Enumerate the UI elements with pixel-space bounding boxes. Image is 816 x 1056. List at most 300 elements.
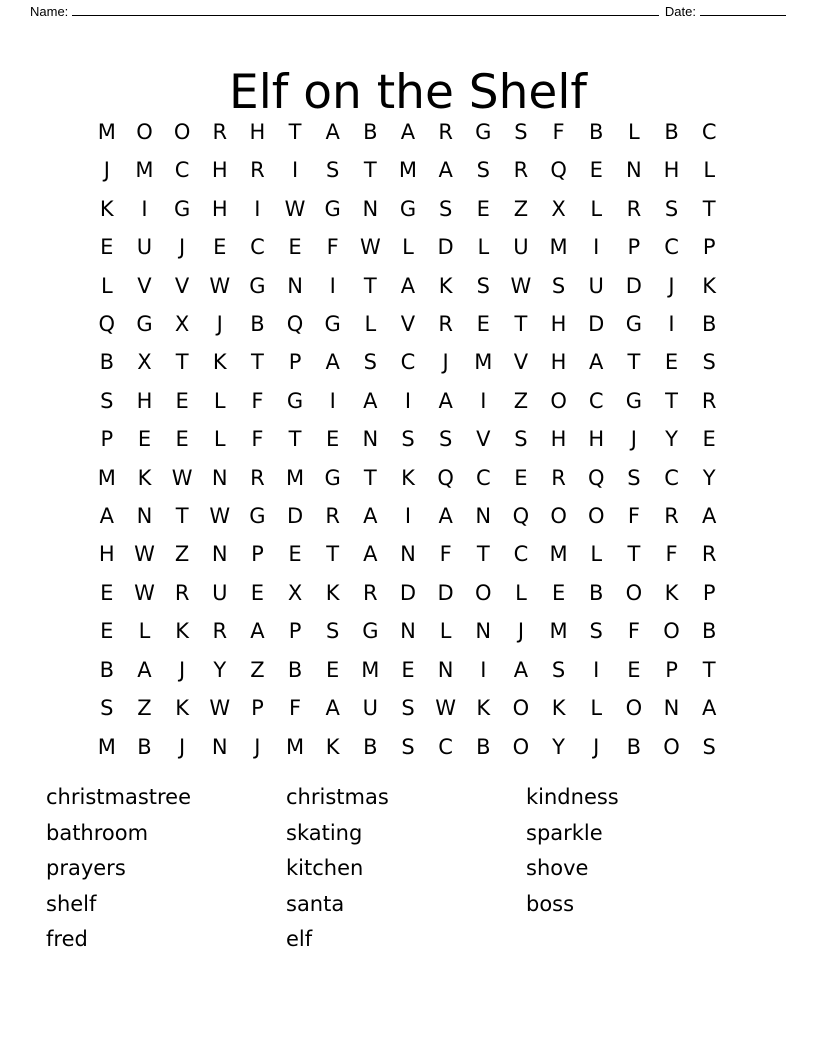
grid-cell[interactable]: W [209, 696, 231, 721]
grid-cell[interactable]: S [702, 734, 716, 759]
grid-cell[interactable]: F [289, 696, 302, 721]
grid-cell[interactable]: M [285, 734, 305, 759]
grid-cell[interactable]: A [325, 120, 340, 144]
grid-cell[interactable]: I [668, 312, 675, 337]
grid-cell[interactable]: T [363, 465, 377, 490]
grid-cell[interactable]: R [551, 465, 566, 490]
grid-cell[interactable]: S [401, 427, 415, 452]
grid-cell[interactable]: E [137, 427, 152, 452]
grid-cell[interactable]: K [664, 580, 679, 605]
grid-cell[interactable]: I [404, 504, 412, 529]
grid-cell[interactable]: Z [513, 196, 529, 221]
grid-cell[interactable]: A [400, 273, 416, 298]
grid-cell[interactable]: R [438, 120, 453, 144]
grid-cell[interactable]: F [627, 504, 640, 529]
grid-cell[interactable]: P [251, 696, 264, 721]
grid-cell[interactable]: A [400, 120, 416, 144]
grid-cell[interactable]: C [475, 465, 491, 490]
grid-cell[interactable]: A [701, 504, 717, 529]
grid-cell[interactable]: L [590, 696, 603, 721]
grid-cell[interactable]: H [663, 158, 680, 183]
grid-cell[interactable]: N [362, 196, 379, 221]
grid-cell[interactable]: B [99, 657, 115, 682]
grid-cell[interactable]: O [512, 734, 530, 759]
grid-cell[interactable]: Y [213, 657, 227, 682]
grid-cell[interactable]: N [211, 734, 228, 759]
grid-cell[interactable]: N [136, 504, 153, 529]
grid-cell[interactable]: E [589, 158, 603, 183]
grid-cell[interactable]: I [480, 657, 487, 682]
grid-cell[interactable]: N [475, 619, 492, 644]
grid-cell[interactable]: Z [513, 388, 529, 413]
grid-cell[interactable]: L [138, 619, 151, 644]
grid-cell[interactable]: N [626, 158, 642, 183]
grid-cell[interactable]: F [627, 619, 640, 644]
grid-cell[interactable]: K [551, 696, 566, 721]
word-list-item[interactable]: sparkle [526, 820, 603, 845]
grid-cell[interactable]: D [286, 504, 304, 529]
grid-cell[interactable]: N [287, 273, 303, 298]
grid-cell[interactable]: G [399, 196, 417, 221]
grid-cell[interactable]: Q [587, 465, 605, 490]
grid-cell[interactable]: R [363, 580, 378, 605]
grid-cell[interactable]: H [211, 196, 228, 221]
grid-cell[interactable]: L [402, 235, 414, 260]
grid-cell[interactable]: G [173, 196, 191, 221]
grid-cell[interactable]: A [363, 542, 378, 567]
word-list-item[interactable]: christmastree [46, 785, 192, 809]
grid-cell[interactable]: B [626, 734, 642, 759]
grid-cell[interactable]: P [288, 350, 302, 375]
grid-cell[interactable]: Q [437, 465, 454, 490]
grid-cell[interactable]: F [251, 388, 264, 413]
grid-cell[interactable]: O [663, 734, 680, 759]
grid-cell[interactable]: O [173, 120, 191, 144]
grid-cell[interactable]: T [627, 542, 641, 567]
grid-cell[interactable]: U [362, 696, 379, 721]
grid-cell[interactable]: K [325, 734, 340, 759]
grid-cell[interactable]: E [100, 580, 114, 605]
grid-cell[interactable]: O [625, 696, 643, 721]
grid-cell[interactable]: W [134, 542, 155, 567]
grid-cell[interactable]: N [211, 465, 228, 490]
grid-cell[interactable]: U [513, 235, 529, 260]
grid-cell[interactable]: E [702, 427, 716, 452]
grid-cell[interactable]: S [664, 196, 679, 221]
grid-cell[interactable]: A [438, 388, 453, 413]
grid-cell[interactable]: G [249, 273, 266, 298]
grid-cell[interactable]: E [213, 235, 227, 260]
grid-cell[interactable]: X [551, 196, 566, 221]
grid-cell[interactable]: E [401, 657, 415, 682]
grid-cell[interactable]: E [288, 542, 302, 567]
grid-cell[interactable]: L [213, 388, 226, 413]
grid-cell[interactable]: A [137, 657, 152, 682]
grid-cell[interactable]: I [291, 158, 299, 183]
grid-cell[interactable]: F [251, 427, 264, 452]
grid-cell[interactable]: K [702, 273, 717, 298]
grid-cell[interactable]: V [513, 350, 529, 375]
grid-cell[interactable]: J [179, 734, 186, 759]
grid-cell[interactable]: E [476, 312, 490, 337]
grid-cell[interactable]: E [326, 427, 340, 452]
grid-cell[interactable]: B [363, 734, 378, 759]
grid-cell[interactable]: F [326, 235, 339, 260]
grid-cell[interactable]: J [593, 734, 600, 759]
grid-cell[interactable]: O [625, 580, 643, 605]
grid-cell[interactable]: X [174, 312, 190, 337]
grid-cell[interactable]: N [211, 542, 228, 567]
grid-cell[interactable]: O [136, 120, 153, 144]
grid-cell[interactable]: T [175, 350, 189, 375]
grid-cell[interactable]: U [588, 273, 604, 298]
word-list-item[interactable]: shelf [46, 891, 97, 916]
grid-cell[interactable]: T [476, 542, 490, 567]
grid-cell[interactable]: S [627, 465, 641, 490]
grid-cell[interactable]: N [400, 619, 416, 644]
grid-cell[interactable]: Z [250, 657, 265, 682]
grid-cell[interactable]: K [438, 273, 453, 298]
grid-cell[interactable]: V [476, 427, 491, 452]
grid-cell[interactable]: I [480, 388, 487, 413]
grid-cell[interactable]: U [136, 235, 153, 260]
grid-cell[interactable]: I [254, 196, 261, 221]
grid-cell[interactable]: H [550, 427, 567, 452]
grid-cell[interactable]: W [435, 696, 457, 721]
grid-cell[interactable]: L [590, 196, 603, 221]
grid-cell[interactable]: P [100, 427, 114, 452]
grid-cell[interactable]: G [362, 619, 379, 644]
grid-cell[interactable]: E [175, 427, 189, 452]
grid-cell[interactable]: U [212, 580, 228, 605]
word-list-item[interactable]: fred [46, 927, 88, 952]
grid-cell[interactable]: S [363, 350, 378, 375]
grid-cell[interactable]: I [593, 235, 600, 260]
grid-cell[interactable]: K [175, 619, 189, 644]
grid-cell[interactable]: C [438, 734, 453, 759]
grid-cell[interactable]: T [288, 427, 302, 452]
grid-cell[interactable]: H [588, 427, 605, 452]
grid-cell[interactable]: S [100, 696, 114, 721]
word-list-item[interactable]: kitchen [286, 856, 364, 881]
grid-cell[interactable]: R [701, 388, 717, 413]
grid-cell[interactable]: J [103, 158, 110, 183]
grid-cell[interactable]: T [514, 312, 528, 337]
grid-cell[interactable]: G [625, 388, 643, 413]
grid-cell[interactable]: J [630, 427, 637, 452]
grid-cell[interactable]: M [135, 158, 154, 183]
grid-cell[interactable]: B [589, 120, 604, 144]
grid-cell[interactable]: L [628, 120, 640, 144]
grid-cell[interactable]: I [404, 388, 412, 413]
grid-cell[interactable]: D [437, 235, 454, 260]
word-list-item[interactable]: elf [286, 927, 313, 952]
grid-cell[interactable]: A [363, 504, 378, 529]
grid-cell[interactable]: W [284, 196, 306, 221]
grid-cell[interactable]: V [400, 312, 416, 337]
grid-cell[interactable]: I [329, 273, 336, 298]
grid-cell[interactable]: M [398, 158, 418, 183]
grid-cell[interactable]: T [702, 196, 716, 221]
grid-cell[interactable]: O [512, 696, 530, 721]
word-list-item[interactable]: christmas [286, 785, 389, 809]
grid-cell[interactable]: J [442, 350, 449, 375]
grid-cell[interactable]: J [254, 734, 261, 759]
grid-cell[interactable]: R [174, 580, 190, 605]
grid-cell[interactable]: L [100, 273, 113, 298]
grid-cell[interactable]: A [438, 504, 453, 529]
grid-cell[interactable]: S [514, 427, 528, 452]
grid-cell[interactable]: X [287, 580, 303, 605]
grid-cell[interactable]: S [438, 196, 453, 221]
grid-cell[interactable]: O [587, 504, 605, 529]
grid-cell[interactable]: N [475, 504, 492, 529]
grid-cell[interactable]: Q [98, 312, 116, 337]
grid-cell[interactable]: M [549, 235, 568, 260]
grid-cell[interactable]: L [213, 427, 226, 452]
grid-cell[interactable]: F [552, 120, 565, 144]
grid-cell[interactable]: S [514, 120, 528, 144]
grid-cell[interactable]: E [664, 350, 679, 375]
word-list-item[interactable]: prayers [46, 856, 126, 881]
grid-cell[interactable]: D [399, 580, 417, 605]
grid-cell[interactable]: Z [174, 542, 190, 567]
grid-cell[interactable]: X [137, 350, 152, 375]
grid-cell[interactable]: C [513, 542, 529, 567]
grid-cell[interactable]: T [288, 120, 302, 144]
grid-cell[interactable]: K [476, 696, 491, 721]
grid-cell[interactable]: W [510, 273, 532, 298]
grid-cell[interactable]: S [551, 657, 566, 682]
grid-cell[interactable]: J [668, 273, 675, 298]
grid-cell[interactable]: W [171, 465, 193, 490]
grid-cell[interactable]: C [588, 388, 604, 413]
grid-cell[interactable]: C [174, 158, 190, 183]
grid-cell[interactable]: S [100, 388, 114, 413]
grid-cell[interactable]: E [551, 580, 566, 605]
grid-cell[interactable]: L [477, 235, 490, 260]
grid-cell[interactable]: L [590, 542, 603, 567]
grid-cell[interactable]: T [363, 273, 377, 298]
grid-cell[interactable]: E [100, 619, 114, 644]
grid-cell[interactable]: S [438, 427, 453, 452]
grid-cell[interactable]: I [593, 657, 600, 682]
grid-cell[interactable]: Q [512, 504, 530, 529]
grid-cell[interactable]: K [325, 580, 340, 605]
grid-cell[interactable]: R [250, 158, 265, 183]
grid-cell[interactable]: M [361, 657, 380, 682]
grid-cell[interactable]: C [701, 120, 717, 144]
grid-cell[interactable]: B [701, 312, 717, 337]
grid-cell[interactable]: Y [552, 734, 565, 759]
grid-cell[interactable]: W [209, 504, 231, 529]
grid-cell[interactable]: J [179, 235, 186, 260]
grid-cell[interactable]: V [174, 273, 190, 298]
grid-cell[interactable]: A [438, 158, 453, 183]
grid-cell[interactable]: T [175, 504, 189, 529]
grid-cell[interactable]: N [400, 542, 416, 567]
grid-cell[interactable]: A [325, 350, 340, 375]
grid-cell[interactable]: G [286, 388, 304, 413]
grid-cell[interactable]: V [137, 273, 152, 298]
grid-cell[interactable]: G [324, 312, 341, 337]
grid-cell[interactable]: O [550, 388, 567, 413]
grid-cell[interactable]: H [550, 312, 567, 337]
grid-cell[interactable]: Y [702, 465, 716, 490]
grid-cell[interactable]: B [664, 120, 679, 144]
grid-cell[interactable]: T [363, 158, 377, 183]
grid-cell[interactable]: S [401, 696, 415, 721]
grid-cell[interactable]: S [589, 619, 603, 644]
grid-cell[interactable]: I [141, 196, 148, 221]
grid-cell[interactable]: B [589, 580, 604, 605]
grid-cell[interactable]: K [175, 696, 189, 721]
grid-cell[interactable]: R [626, 196, 642, 221]
grid-cell[interactable]: C [664, 235, 679, 260]
grid-cell[interactable]: D [437, 580, 454, 605]
grid-cell[interactable]: P [627, 235, 641, 260]
grid-cell[interactable]: R [325, 504, 340, 529]
grid-cell[interactable]: L [703, 158, 716, 183]
grid-cell[interactable]: A [363, 388, 378, 413]
grid-cell[interactable]: W [209, 273, 231, 298]
grid-cell[interactable]: P [665, 657, 678, 682]
grid-cell[interactable]: F [665, 542, 678, 567]
grid-cell[interactable]: J [179, 657, 186, 682]
grid-cell[interactable]: K [212, 350, 227, 375]
grid-cell[interactable]: F [439, 542, 452, 567]
grid-cell[interactable]: B [476, 734, 491, 759]
grid-cell[interactable]: B [99, 350, 115, 375]
grid-cell[interactable]: O [663, 619, 680, 644]
grid-cell[interactable]: H [211, 158, 228, 183]
grid-cell[interactable]: T [326, 542, 340, 567]
grid-cell[interactable]: Y [665, 427, 678, 452]
grid-cell[interactable]: A [701, 696, 717, 721]
grid-cell[interactable]: G [136, 312, 153, 337]
grid-cell[interactable]: W [359, 235, 381, 260]
grid-cell[interactable]: D [588, 312, 605, 337]
grid-cell[interactable]: A [589, 350, 604, 375]
grid-cell[interactable]: H [98, 542, 115, 567]
grid-cell[interactable]: C [664, 465, 679, 490]
grid-cell[interactable]: B [250, 312, 265, 337]
grid-cell[interactable]: E [514, 465, 528, 490]
grid-cell[interactable]: A [250, 619, 265, 644]
word-list-item[interactable]: shove [526, 856, 589, 881]
grid-cell[interactable]: K [137, 465, 152, 490]
grid-cell[interactable]: B [363, 120, 378, 144]
grid-cell[interactable]: R [513, 158, 529, 183]
grid-cell[interactable]: M [549, 542, 568, 567]
grid-cell[interactable]: H [550, 350, 567, 375]
grid-cell[interactable]: R [438, 312, 453, 337]
grid-cell[interactable]: W [134, 580, 155, 605]
grid-cell[interactable]: K [99, 196, 114, 221]
grid-cell[interactable]: R [701, 542, 717, 567]
word-list-item[interactable]: skating [286, 820, 363, 845]
grid-cell[interactable]: E [627, 657, 641, 682]
grid-cell[interactable]: K [401, 465, 415, 490]
grid-cell[interactable]: P [702, 235, 716, 260]
grid-cell[interactable]: S [702, 350, 716, 375]
grid-cell[interactable]: D [625, 273, 642, 298]
grid-cell[interactable]: P [288, 619, 302, 644]
grid-cell[interactable]: G [625, 312, 643, 337]
grid-cell[interactable]: R [212, 120, 228, 144]
grid-cell[interactable]: Q [550, 158, 567, 183]
grid-cell[interactable]: M [97, 465, 116, 490]
grid-cell[interactable]: T [665, 388, 678, 413]
word-list-item[interactable]: kindness [526, 785, 619, 809]
grid-cell[interactable]: M [549, 619, 568, 644]
grid-cell[interactable]: M [97, 734, 116, 759]
grid-cell[interactable]: S [476, 273, 490, 298]
grid-cell[interactable]: T [250, 350, 264, 375]
grid-cell[interactable]: S [476, 158, 490, 183]
grid-cell[interactable]: S [551, 273, 566, 298]
word-list-item[interactable]: boss [526, 891, 575, 916]
date-input-line[interactable] [700, 4, 786, 16]
grid-cell[interactable]: Z [137, 696, 152, 721]
grid-cell[interactable]: E [288, 235, 302, 260]
grid-cell[interactable]: L [364, 312, 377, 337]
grid-cell[interactable]: I [329, 388, 336, 413]
word-list-item[interactable]: bathroom [46, 820, 149, 845]
grid-cell[interactable]: J [216, 312, 223, 337]
grid-cell[interactable]: N [663, 696, 680, 721]
grid-cell[interactable]: T [627, 350, 641, 375]
grid-cell[interactable]: G [249, 504, 266, 529]
grid-cell[interactable]: B [701, 619, 717, 644]
word-list-item[interactable]: santa [286, 891, 345, 916]
grid-cell[interactable]: P [251, 542, 264, 567]
grid-cell[interactable]: Q [286, 312, 304, 337]
grid-cell[interactable]: H [249, 120, 266, 144]
grid-cell[interactable]: O [550, 504, 567, 529]
grid-cell[interactable]: A [513, 657, 529, 682]
grid-cell[interactable]: G [324, 196, 341, 221]
grid-cell[interactable]: G [475, 120, 492, 144]
grid-cell[interactable]: L [439, 619, 452, 644]
grid-cell[interactable]: A [99, 504, 114, 529]
grid-cell[interactable]: M [474, 350, 493, 375]
grid-cell[interactable]: H [136, 388, 153, 413]
grid-cell[interactable]: R [212, 619, 228, 644]
grid-cell[interactable]: J [517, 619, 525, 644]
grid-cell[interactable]: T [702, 657, 716, 682]
grid-cell[interactable]: S [401, 734, 415, 759]
grid-cell[interactable]: B [137, 734, 152, 759]
grid-cell[interactable]: G [324, 465, 341, 490]
grid-cell[interactable]: C [400, 350, 416, 375]
grid-cell[interactable]: M [97, 120, 116, 144]
grid-cell[interactable]: B [287, 657, 303, 682]
grid-cell[interactable]: E [175, 388, 189, 413]
grid-cell[interactable]: P [702, 580, 716, 605]
grid-cell[interactable]: S [326, 158, 340, 183]
grid-cell[interactable]: A [325, 696, 340, 721]
grid-cell[interactable]: E [250, 580, 265, 605]
grid-cell[interactable]: R [250, 465, 265, 490]
grid-cell[interactable]: E [100, 235, 114, 260]
grid-cell[interactable]: M [285, 465, 305, 490]
grid-cell[interactable]: E [326, 657, 340, 682]
grid-cell[interactable]: E [476, 196, 490, 221]
grid-cell[interactable]: R [664, 504, 679, 529]
name-input-line[interactable] [72, 4, 659, 16]
grid-cell[interactable]: S [326, 619, 340, 644]
